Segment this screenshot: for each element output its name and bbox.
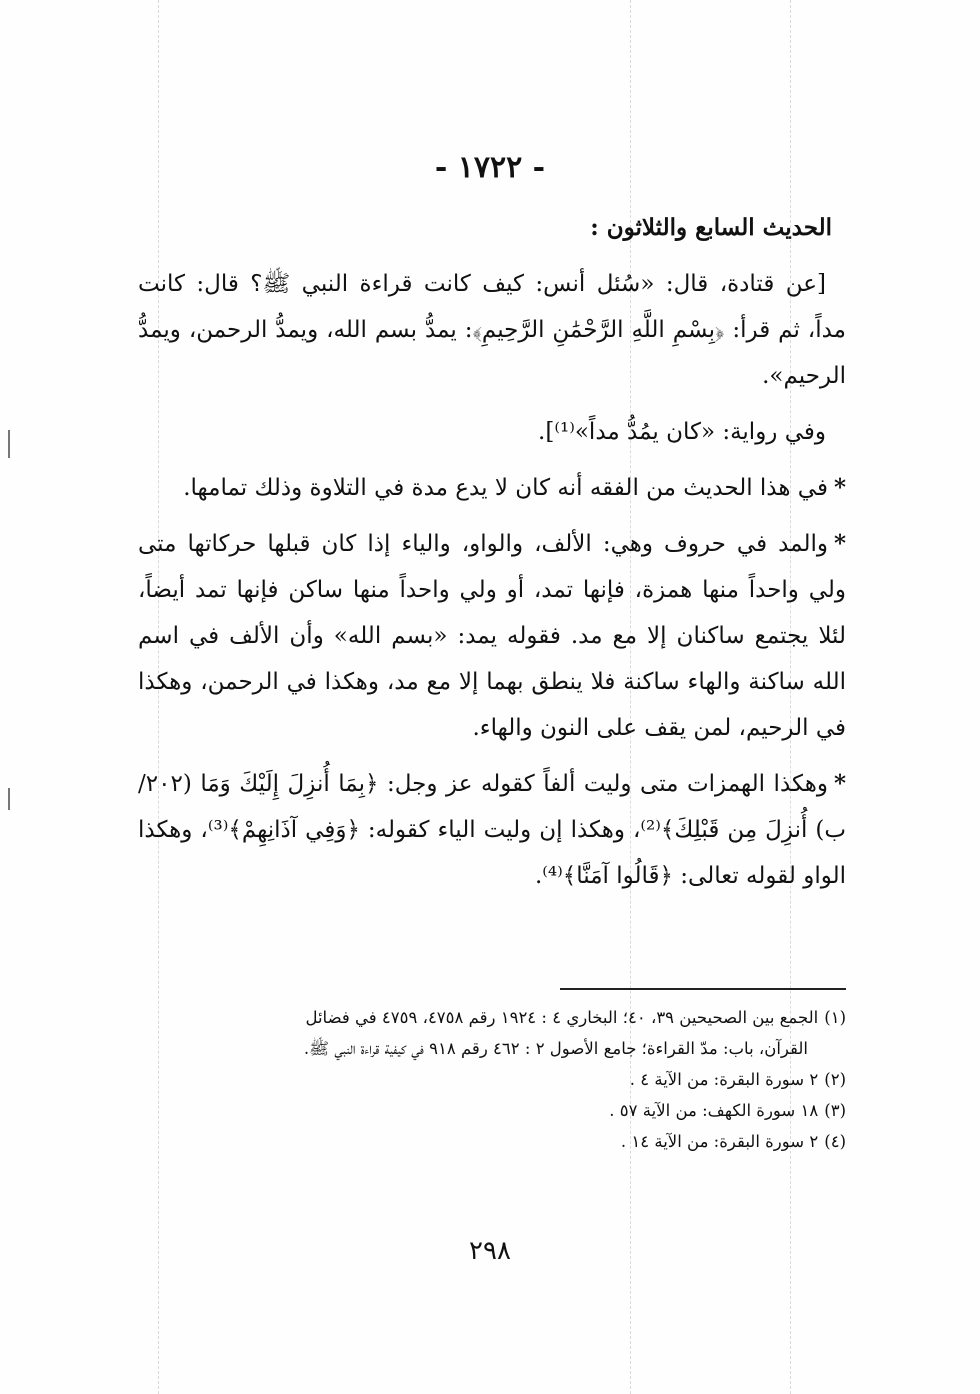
page-number: ٢٩٨ (469, 1236, 511, 1266)
commentary-paragraph-1 (138, 465, 846, 511)
commentary-text-2: والمد في حروف وهي: الألف، والواو، والياء إذا كان قبلها حركاتها متى ولي واحداً منها همزة، فإنها تمد، أو ولي واحداً منها ساكن فإنها تمد أيضاً، لئلا يجتمع ساكنان إلا مع مد. فقوله يمد: «بسم الله» وأن الألف في اسم الله ساكنة والهاء ساكنة فلا ينطق بهما إلا مع مد، وهكذا في الرحمن، وهكذا في الرحيم، لمن يقف على النون والهاء. (138, 531, 846, 741)
footnote-2 (138, 1064, 846, 1095)
margin-mark (8, 430, 10, 458)
star-marker: * (833, 530, 846, 557)
footnote-4 (138, 1126, 846, 1157)
commentary-text-1: في هذا الحديث من الفقه أنه كان لا يدع مدة في التلاوة وذلك تمامها. (183, 475, 828, 501)
hadith-paragraph: [عن قتادة، قال: «سُئل أنس: كيف كانت قراءة النبي ﷺ؟ قال: كانت مداً، ثم قرأ: ﴿بِسْمِ اللَّهِ الرَّحْمَٰنِ الرَّحِيمِ﴾: يمدُّ بسم الله، ويمدُّ الرحمن، ويمدُّ الرحيم». (138, 271, 846, 389)
footnote-separator (560, 988, 846, 990)
main-text (138, 205, 846, 909)
footnote-1 (138, 1002, 846, 1033)
margin-mark (8, 788, 10, 810)
footnote-text: ٢ سورة البقرة: من الآية ٤ . (629, 1070, 819, 1089)
footnotes (138, 1002, 846, 1157)
narration-paragraph: وفي رواية: «كان يمُدُّ مداً»⁽¹⁾]. (538, 419, 826, 445)
commentary-paragraph-2 (138, 521, 846, 751)
commentary-text-3: وهكذا الهمزات متى وليت ألفاً كقوله عز وجل: ﴿بِمَا أُنزِلَ إِلَيْكَ وَمَا (٢٠٢/ب) أُنزِلَ مِن قَبْلِكَ﴾⁽²⁾، وهكذا إن وليت الياء كقوله: ﴿وَفِي آذَانِهِمْ﴾⁽³⁾، وهكذا الواو لقوله تعالى: ﴿قَالُوا آمَنَّا﴾⁽⁴⁾. (138, 771, 846, 889)
star-marker: * (833, 770, 846, 797)
star-marker: * (833, 474, 846, 501)
commentary-paragraph-3 (138, 761, 846, 899)
footnote-text: الجمع بين الصحيحين ٣٩، ٤٠؛ البخاري ٤ : ١٩٢٤ رقم ٤٧٥٨، ٤٧٥٩ في فضائل (305, 1008, 819, 1027)
footnote-number: (١) (824, 1008, 846, 1027)
hadith-number-header: - ١٧٢٢ - (434, 150, 546, 185)
footnote-3 (138, 1095, 846, 1126)
footnote-number: (٤) (824, 1132, 846, 1151)
footnote-text: ١٨ سورة الكهف: من الآية ٥٧ . (609, 1101, 819, 1120)
footnote-text: ٢ سورة البقرة: من الآية ١٤ . (620, 1132, 819, 1151)
section-heading: الحديث السابع والثلاثون : (590, 214, 832, 241)
footnote-number: (٢) (824, 1070, 846, 1089)
footnote-1-continuation: القرآن، باب: مدّ القراءة؛ جامع الأصول ٢ : ٤٦٢ رقم ٩١٨ في كيفية قراءة النبي ﷺ. (303, 1039, 808, 1058)
footnote-number: (٣) (824, 1101, 846, 1120)
